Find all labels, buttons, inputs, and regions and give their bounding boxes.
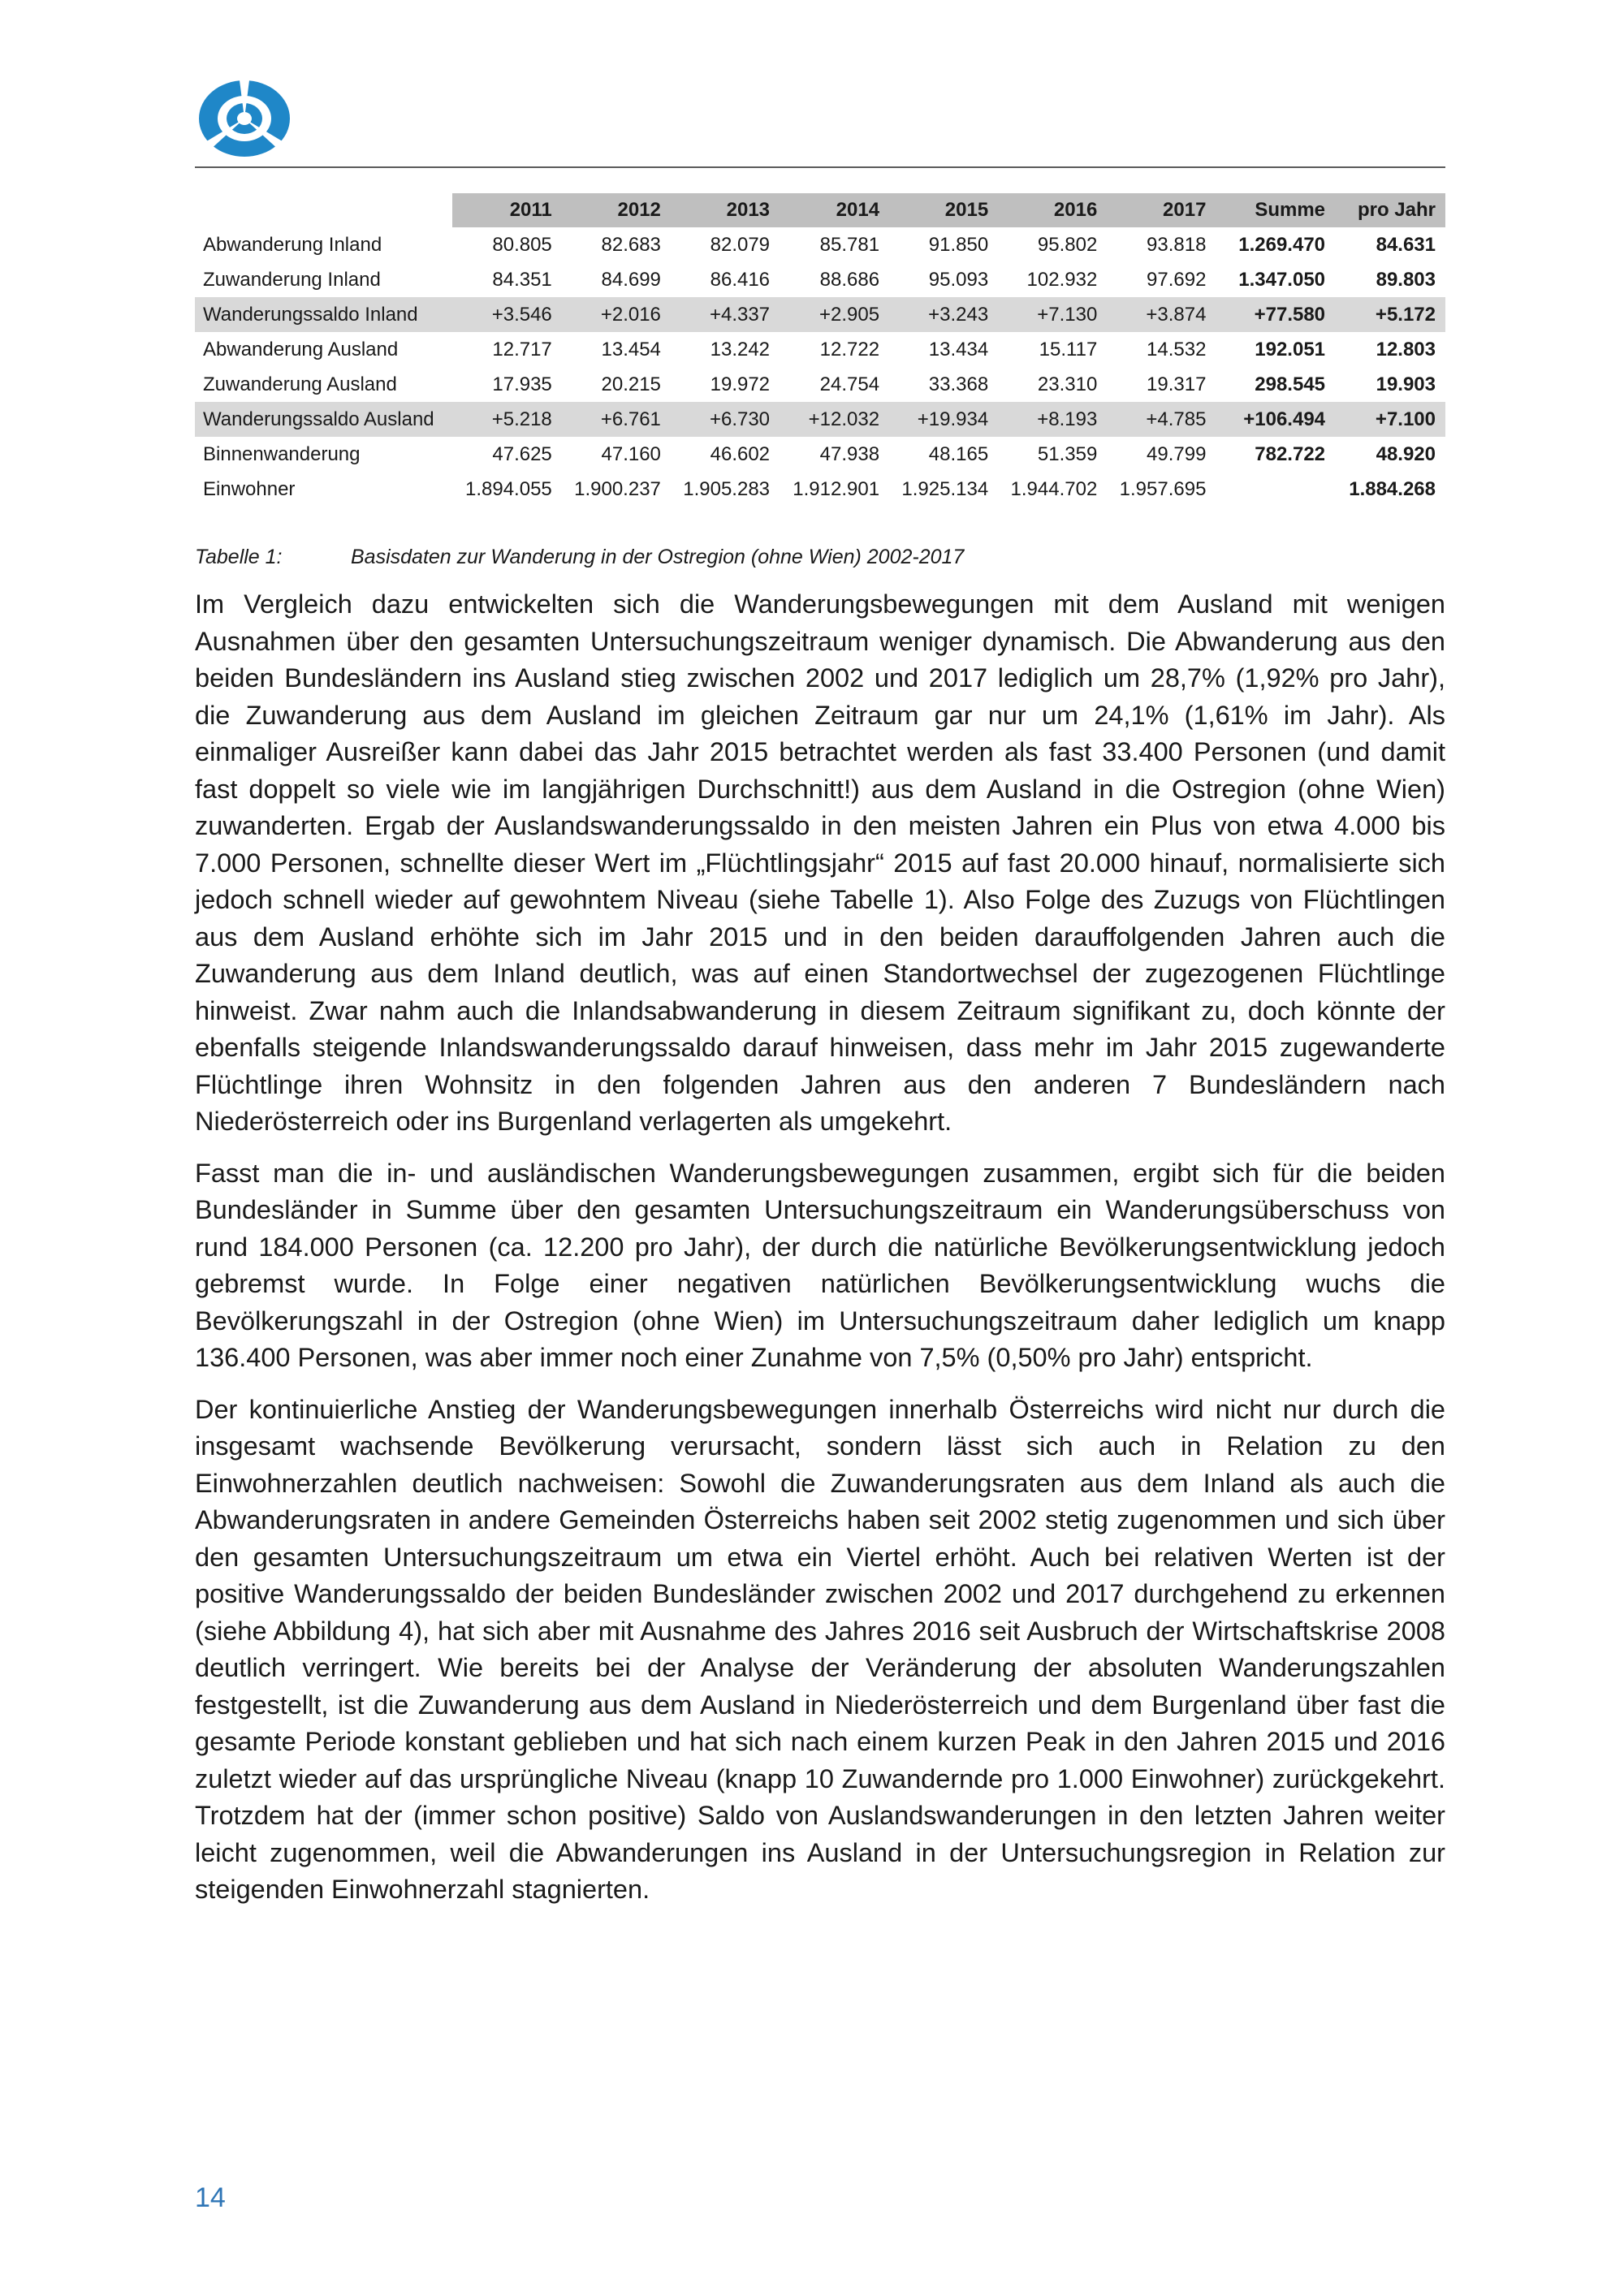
table-cell: 13.454 bbox=[601, 338, 661, 360]
table-cell: 46.602 bbox=[710, 442, 771, 465]
table-cell: 1.912.901 bbox=[793, 477, 880, 500]
table-cell: +5.218 bbox=[452, 402, 562, 437]
table-row bbox=[195, 262, 1445, 297]
row-label: Abwanderung Ausland bbox=[203, 338, 399, 360]
table-cell: +19.934 bbox=[889, 402, 998, 437]
header-cell: 2017 bbox=[1107, 193, 1216, 227]
body-text bbox=[195, 586, 1445, 1923]
table-cell: 84.351 bbox=[492, 268, 552, 291]
table-cell: 47.625 bbox=[492, 442, 552, 465]
row-label: Zuwanderung Ausland bbox=[203, 373, 397, 395]
caption-number: Tabelle 1: bbox=[195, 546, 283, 568]
table-cell: 19.972 bbox=[710, 373, 771, 395]
per-year-cell: +5.172 bbox=[1335, 297, 1445, 332]
row-label: Zuwanderung Inland bbox=[203, 268, 381, 291]
sum-cell: +106.494 bbox=[1216, 402, 1335, 437]
paragraph: Fasst man die in- und ausländischen Wanderungsbewegungen zusammen, ergibt sich für die beiden Bundesländer in Summe über den gesamten Untersuchungszeitraum ein Wanderungsüberschuss von rund 184.000 Personen (ca. 12.200 pro Jahr), der durch die natürliche Bevölkerungsentwicklung jedoch gebremst wurde. In Folge einer negativen natürlichen Bevölkerungsentwicklung wuchs die Bevölkerungszahl in der Ostregion (ohne Wien) im Untersuchungszeitraum daher lediglich um knapp 136.400 Personen, was aber immer noch einer Zunahme von 7,5% (0,50% pro Jahr) entspricht. bbox=[195, 1158, 1445, 1372]
table-cell: 1.905.283 bbox=[683, 477, 771, 500]
table-cell: 95.093 bbox=[928, 268, 989, 291]
table-cell: 48.165 bbox=[928, 442, 989, 465]
table-cell: 17.935 bbox=[492, 373, 552, 395]
table-row bbox=[195, 297, 1445, 332]
table-cell: 1.944.702 bbox=[1010, 477, 1098, 500]
table-cell: 95.802 bbox=[1037, 233, 1098, 256]
sum-cell bbox=[1216, 472, 1335, 507]
row-label: Wanderungssaldo Ausland bbox=[195, 402, 452, 437]
header-cell: 2012 bbox=[562, 193, 671, 227]
table-cell: 97.692 bbox=[1147, 268, 1207, 291]
table-cell: 102.932 bbox=[1026, 268, 1098, 291]
row-label: Binnenwanderung bbox=[203, 442, 361, 465]
table-cell: 91.850 bbox=[928, 233, 989, 256]
table-cell: 86.416 bbox=[710, 268, 771, 291]
table-header-row bbox=[195, 193, 1445, 227]
table-cell: 13.434 bbox=[928, 338, 989, 360]
per-year-cell: +7.100 bbox=[1335, 402, 1445, 437]
table-cell: 82.683 bbox=[601, 233, 661, 256]
table-cell: 1.900.237 bbox=[574, 477, 661, 500]
organization-logo-icon bbox=[197, 78, 292, 159]
row-label: Abwanderung Inland bbox=[203, 233, 382, 256]
table-cell: +4.785 bbox=[1107, 402, 1216, 437]
table-cell: 49.799 bbox=[1147, 442, 1207, 465]
paragraph: Der kontinuierliche Anstieg der Wanderungsbewegungen innerhalb Österreichs wird nicht nur durch die insgesamt wachsende Bevölkerung verursacht, sondern lässt sich auch in Relation zu den Einwohnerzahlen deutlich nachweisen: Sowohl die Zuwanderungsraten aus dem Inland als auch die Abwanderungsraten in andere Gemeinden Österreichs haben seit 2002 stetig zugenommen und sich über den gesamten Untersuchungszeitraum um etwa ein Viertel erhöht. Auch bei relativen Werten ist der positive Wanderungssaldo der beiden Bundesländer zwischen 2002 und 2017 durchgehend zu erkennen (siehe Abbildung 4), hat sich aber mit Ausnahme des Jahres 2016 seit Ausbruch der Wirtschaftskrise 2008 deutlich verringert. Wie bereits bei der Analyse der Veränderung der absoluten Wanderungszahlen festgestellt, ist die Zuwanderung aus dem Ausland in Niederösterreich und dem Burgenland über fast die gesamte Periode konstant geblieben und hat sich nach einem kurzen Peak in den Jahren 2015 und 2016 zuletzt wieder auf das ursprüngliche Niveau (knapp 10 Zuwandernde pro 1.000 Einwohner) zurückgekehrt. Trotzdem hat der (immer schon positive) Saldo von Auslandswanderungen in den letzten Jahren weiter leicht zugenommen, weil die Abwanderungen ins Ausland in der Untersuchungsregion in Relation zur steigenden Einwohnerzahl stagnierten. bbox=[195, 1394, 1445, 1904]
table-cell: +6.730 bbox=[671, 402, 780, 437]
paragraph: Im Vergleich dazu entwickelten sich die Wanderungsbewegungen mit dem Ausland mit wenigen Ausnahmen über den gesamten Untersuchungszeitraum weniger dynamisch. Die Abwanderung aus den beiden Bundesländern ins Ausland stieg zwischen 2002 und 2017 lediglich um 28,7% (1,92% pro Jahr), die Zuwanderung aus dem Ausland im gleichen Zeitraum gar nur um 24,1% (1,61% im Jahr). Als einmaliger Ausreißer kann dabei das Jahr 2015 betrachtet werden als fast 33.400 Personen (und damit fast doppelt so viele wie im langjährigen Durchschnitt!) aus dem Ausland in die Ostregion (ohne Wien) zuwanderten. Ergab der Auslandswanderungssaldo in den meisten Jahren ein Plus von etwa 4.000 bis 7.000 Personen, schnellte dieser Wert im „Flüchtlingsjahr“ 2015 auf fast 20.000 hinauf, normalisierte sich jedoch schnell wieder auf gewohntem Niveau (siehe Tabelle 1). Also Folge des Zuzugs von Flüchtlingen aus dem Ausland erhöhte sich im Jahr 2015 und in den beiden darauffolgenden Jahren auch die Zuwanderung aus dem Inland deutlich, was auf einen Standortwechsel der zugezogenen Flüchtlinge hinweist. Zwar nahm auch die Inlandsabwanderung in diesem Zeitraum signifikant zu, doch könnte der ebenfalls steigende Inlandswanderungssaldo darauf hinweisen, dass mehr im Jahr 2015 zugewanderte Flüchtlinge ihren Wohnsitz in den folgenden Jahren aus den anderen 7 Bundesländern nach Niederösterreich oder ins Burgenland verlagerten als umgekehrt. bbox=[195, 589, 1445, 1136]
table-cell: 80.805 bbox=[492, 233, 552, 256]
table-cell: +7.130 bbox=[998, 297, 1107, 332]
table-cell: 1.894.055 bbox=[465, 477, 552, 500]
header-cell: 2013 bbox=[671, 193, 780, 227]
header-cell: 2014 bbox=[780, 193, 889, 227]
sum-cell: 1.269.470 bbox=[1238, 233, 1326, 256]
row-label: Wanderungssaldo Inland bbox=[195, 297, 452, 332]
table-cell: 12.717 bbox=[492, 338, 552, 360]
per-year-cell: 12.803 bbox=[1376, 338, 1436, 360]
table-cell: +4.337 bbox=[671, 297, 780, 332]
migration-data-table bbox=[195, 193, 1445, 507]
table-cell: 47.938 bbox=[819, 442, 880, 465]
table-cell: +8.193 bbox=[998, 402, 1107, 437]
page-number: 14 bbox=[195, 2182, 226, 2213]
table-row bbox=[195, 332, 1445, 367]
caption-text: Basisdaten zur Wanderung in der Ostregion (ohne Wien) 2002-2017 bbox=[351, 546, 965, 568]
header-cell: 2015 bbox=[889, 193, 998, 227]
table-cell: +2.016 bbox=[562, 297, 671, 332]
header-cell: Summe bbox=[1216, 193, 1335, 227]
sum-cell: 1.347.050 bbox=[1238, 268, 1326, 291]
table-cell: 23.310 bbox=[1037, 373, 1098, 395]
table-row bbox=[195, 437, 1445, 472]
table-cell: 47.160 bbox=[601, 442, 661, 465]
header-cell: 2016 bbox=[998, 193, 1107, 227]
table-cell: 20.215 bbox=[601, 373, 661, 395]
table-cell: 14.532 bbox=[1147, 338, 1207, 360]
header-rule bbox=[195, 166, 1445, 168]
per-year-cell: 48.920 bbox=[1376, 442, 1436, 465]
table-cell: 88.686 bbox=[819, 268, 880, 291]
header-blank-cell bbox=[195, 193, 452, 227]
table-cell: +3.546 bbox=[452, 297, 562, 332]
table-cell: +3.874 bbox=[1107, 297, 1216, 332]
header-cell: pro Jahr bbox=[1335, 193, 1445, 227]
table-cell: 84.699 bbox=[601, 268, 661, 291]
table-cell: 93.818 bbox=[1147, 233, 1207, 256]
table-cell: 24.754 bbox=[819, 373, 880, 395]
sum-cell: 782.722 bbox=[1255, 442, 1326, 465]
table-cell: 19.317 bbox=[1147, 373, 1207, 395]
table-cell: 82.079 bbox=[710, 233, 771, 256]
table-caption bbox=[195, 546, 964, 569]
table-cell: +3.243 bbox=[889, 297, 998, 332]
table-cell: 33.368 bbox=[928, 373, 989, 395]
table-cell: 51.359 bbox=[1037, 442, 1098, 465]
table-cell: 15.117 bbox=[1039, 338, 1098, 360]
table-row bbox=[195, 472, 1445, 507]
per-year-cell: 1.884.268 bbox=[1349, 477, 1436, 500]
table-cell: 1.957.695 bbox=[1119, 477, 1207, 500]
table-cell: 85.781 bbox=[819, 233, 880, 256]
row-label: Einwohner bbox=[203, 477, 296, 500]
per-year-cell: 84.631 bbox=[1376, 233, 1436, 256]
sum-cell: 192.051 bbox=[1255, 338, 1326, 360]
per-year-cell: 89.803 bbox=[1376, 268, 1436, 291]
table-cell: 12.722 bbox=[819, 338, 880, 360]
table-cell: 1.925.134 bbox=[901, 477, 989, 500]
table-row bbox=[195, 367, 1445, 402]
sum-cell: 298.545 bbox=[1255, 373, 1326, 395]
table-row bbox=[195, 227, 1445, 262]
table-cell: 13.242 bbox=[710, 338, 771, 360]
table-cell: +6.761 bbox=[562, 402, 671, 437]
table-cell: +2.905 bbox=[780, 297, 889, 332]
table-cell: +12.032 bbox=[780, 402, 889, 437]
sum-cell: +77.580 bbox=[1216, 297, 1335, 332]
header-cell: 2011 bbox=[452, 193, 562, 227]
per-year-cell: 19.903 bbox=[1376, 373, 1436, 395]
table-row bbox=[195, 402, 1445, 437]
